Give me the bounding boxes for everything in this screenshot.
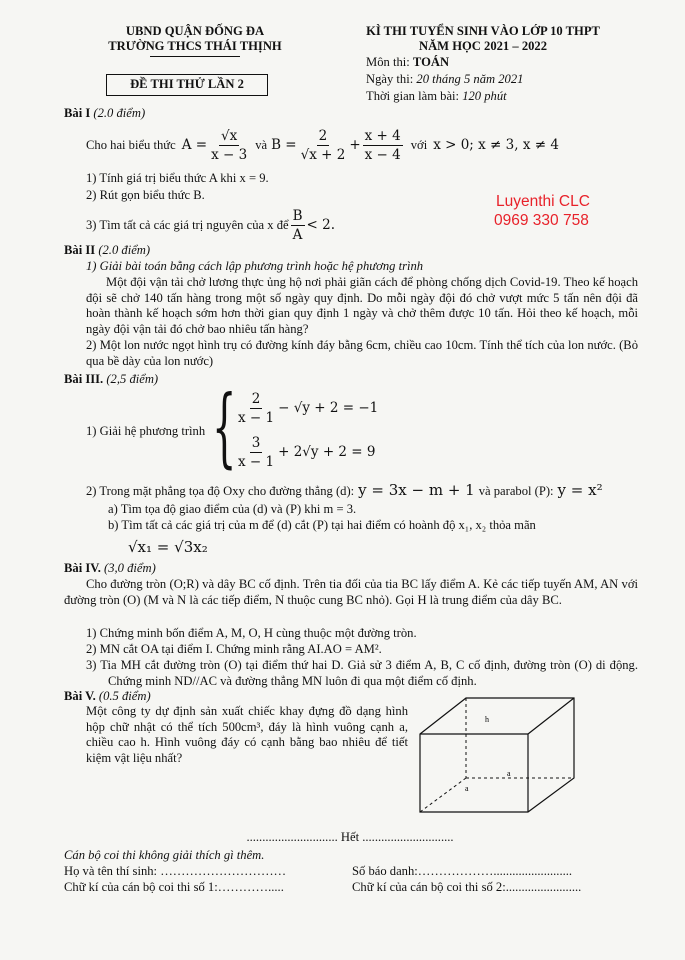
date-label: Ngày thi: <box>366 72 414 86</box>
watermark-line1: Luyenthi CLC <box>496 193 590 210</box>
expr-b-num2: x + 4 <box>364 127 401 144</box>
expr-a-eq: A = <box>181 137 208 153</box>
invigilator1-signature: Chữ kí của cán bộ coi thi số 1:…………..... <box>64 880 284 894</box>
box-hidden-diagonal <box>420 778 466 812</box>
and-word: và <box>255 137 268 152</box>
system-eq1 <box>234 388 378 428</box>
expr-b-frac1 <box>299 128 348 163</box>
school-name: TRƯỜNG THCS THÁI THỊNH <box>108 39 282 53</box>
expr-b-eq: B = <box>271 137 297 153</box>
expr-a-fraction <box>209 128 249 163</box>
q3-num: B <box>292 207 303 224</box>
q3-fraction <box>291 208 305 243</box>
parabola-equation: y = x² <box>557 481 603 499</box>
header-divider <box>150 56 240 57</box>
candidate-name-field: Họ và tên thí sinh: ………………………… <box>64 864 287 878</box>
system-brace: { <box>212 378 237 479</box>
bai2-p1-text: Một đội vận tải chở lương thực ủng hộ nơi phải giãn cách để phòng chống dịch Covid-19. Theo kế hoạch đội sẽ chở 140 tấn hàng trong một số ngày quy định. Do mỗi ngày đội đó chở vượt mức 5 tấn nên đội đã hoàn thành kế hoạch sớm hơn thời gian quy định 1 ngày và chở thêm được 10 tấn. Hỏi theo kế hoạch, mỗi ngày đội vận tải đó chở bao nhiêu tấn hàng? <box>86 275 638 336</box>
expr-a-num: √x <box>221 127 238 144</box>
bai3-qb-equation: √x₁ = √3x₂ <box>128 538 208 556</box>
bai2-points: (2.0 điểm) <box>98 243 151 257</box>
bai5-title: Bài V. <box>64 689 96 703</box>
bai4-q1: 1) Chứng minh bốn điểm A, M, O, H cùng thuộc một đường tròn. <box>86 626 417 640</box>
bai5-heading <box>64 689 151 704</box>
district-name: UBND QUẬN ĐỐNG ĐA <box>125 24 265 38</box>
bai2-title: Bài II <box>64 243 96 257</box>
exam-title: KÌ THI TUYỂN SINH VÀO LỚP 10 THPT <box>366 24 600 38</box>
bai1-expressions <box>86 122 559 168</box>
time-value: 120 phút <box>462 89 507 103</box>
eq2-num: 3 <box>251 434 261 451</box>
expr-a-den: x − 3 <box>211 146 248 163</box>
expr-b-den1: √x + 2 <box>300 146 346 163</box>
bai2-heading <box>64 243 150 258</box>
line-d-equation: y = 3x − m + 1 <box>358 481 475 499</box>
condition: x > 0; x ≠ 3, x ≠ 4 <box>433 137 559 153</box>
expr-b-den2: x − 4 <box>364 146 401 163</box>
label-h: h <box>485 715 489 724</box>
label-a-right: a <box>507 769 511 778</box>
subject-value: TOÁN <box>412 55 450 69</box>
eq1-den: x − 1 <box>238 409 275 426</box>
bai4-title: Bài IV. <box>64 561 101 575</box>
time-label: Thời gian làm bài: <box>366 89 460 103</box>
expr-b-num1: 2 <box>318 127 328 144</box>
bai3-q2 <box>86 481 603 499</box>
bai1-q3-text: 3) Tìm tất cả các giá trị nguyên của x để <box>86 217 289 232</box>
label-a-left: a <box>465 784 469 793</box>
school-year: NĂM HỌC 2021 – 2022 <box>418 39 548 53</box>
bai4-points: (3,0 điểm) <box>104 561 156 575</box>
time-line <box>366 89 507 104</box>
subject-line <box>366 55 449 70</box>
with-word: với <box>410 137 428 152</box>
watermark-line2: 0969 330 758 <box>494 212 589 229</box>
end-marker: ............................. Hết ............................. <box>246 830 454 844</box>
bai3-q2-parabol: và parabol (P): <box>478 484 554 498</box>
bai1-q1: 1) Tính giá trị biểu thức A khi x = 9. <box>86 171 269 185</box>
bai3-q2-text: 2) Trong mặt phẳng tọa độ Oxy cho đường thẳng (d): <box>86 484 355 498</box>
expr-b-frac2 <box>363 128 403 163</box>
bai1-heading <box>64 106 145 121</box>
q3-ineq: < 2. <box>306 217 335 233</box>
date-value: 20 tháng 5 năm 2021 <box>416 72 524 86</box>
subject-label: Môn thi: <box>366 55 410 69</box>
bai2-p1-head: 1) Giải bài toán bằng cách lập phương trình hoặc hệ phương trình <box>86 259 424 273</box>
q3-den: A <box>292 226 303 243</box>
bai3-title: Bài III. <box>64 372 104 386</box>
bai3-q1: 1) Giải hệ phương trình <box>86 424 206 438</box>
eq2-rest: + 2√y + 2 = 9 <box>278 444 376 460</box>
bai5-points: (0.5 điểm) <box>98 689 151 703</box>
eq1-rest: − √y + 2 = −1 <box>278 400 379 416</box>
bai1-intro: Cho hai biểu thức <box>86 137 176 152</box>
box-figure <box>418 694 578 814</box>
bai4-intro: Cho đường tròn (O;R) và dây BC cố định. Trên tia đối của tia BC lấy điểm A. Kẻ các tiếp tuyến AM, AN với đường tròn (O) (M và N là các tiếp điểm, N thuộc cung BC nhỏ). Gọi H là trung điểm của dây BC. <box>64 577 638 607</box>
invigilator2-signature: Chữ kí của cán bộ coi thi số 2:........................ <box>352 880 582 894</box>
invigilator-note: Cán bộ coi thi không giải thích gì thêm. <box>64 848 265 862</box>
eq1-num: 2 <box>251 390 261 407</box>
candidate-number-field: Số báo danh:………………......................... <box>352 864 573 878</box>
bai3-qa: a) Tìm tọa độ giao điểm của (d) và (P) khi m = 3. <box>108 502 357 516</box>
bai2-p2: 2) Một lon nước ngọt hình trụ có đường kính đáy bằng 6cm, chiều cao 10cm. Tính thể tích của lon nước. (Bỏ qua bề dày của lon nước) <box>86 338 638 368</box>
bai3-heading <box>64 372 158 387</box>
bai4-q3: 3) Tia MH cắt đường tròn (O) tại điểm thứ hai D. Giả sử 3 điểm A, B, C cố định, đường tròn (O) di động. Chứng minh ND//AC và đường thẳng MN luôn đi qua một điểm cố định. <box>86 658 638 688</box>
eq2-fraction <box>236 435 276 470</box>
eq1-fraction <box>236 391 276 426</box>
bai4-heading <box>64 561 156 576</box>
box-outline <box>420 698 574 812</box>
box-top-right-edge <box>528 698 574 734</box>
bai4-q2: 2) MN cắt OA tại điểm I. Chứng minh rằng AI.AO = AM². <box>86 642 382 656</box>
system-eq2 <box>234 432 376 472</box>
bai1-points: (2.0 điểm) <box>93 106 146 120</box>
bai5-text: Một công ty dự định sản xuất chiếc khay đựng đồ dạng hình hộp chữ nhật có thể tích 500cm³, đáy là hình vuông cạnh a, chiều cao h. Hình vuông đáy có cạnh bằng bao nhiêu để tiết kiệm vật liệu nhất? <box>86 704 408 765</box>
bai1-q3 <box>86 204 335 246</box>
bai1-title: Bài I <box>64 106 91 120</box>
date-line <box>366 72 523 87</box>
plus-sign: + <box>349 137 361 153</box>
bai1-q2: 2) Rút gọn biểu thức B. <box>86 188 205 202</box>
bai3-points: (2,5 điểm) <box>106 372 159 386</box>
exam-label: ĐỀ THI THỬ LẦN 2 <box>130 77 244 91</box>
bai3-qb: b) Tìm tất cả các giá trị của m để (d) cắt (P) tại hai điểm có hoành độ x₁, x₂ thỏa mãn <box>108 518 536 532</box>
eq2-den: x − 1 <box>238 453 275 470</box>
